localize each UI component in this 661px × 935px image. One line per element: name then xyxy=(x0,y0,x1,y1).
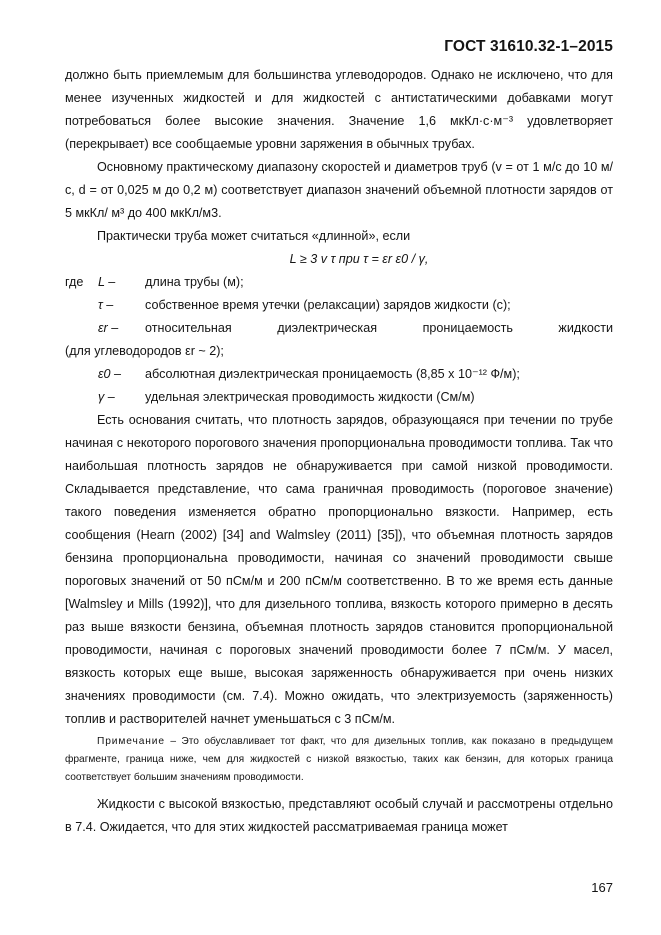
definition-term: εr – xyxy=(98,321,119,335)
paragraph-2: Основному практическому диапазону скоростей и диаметров труб (v = от 1 м/с до 10 м/с, d = от 0,025 м до 0,2 м) соответствует диапазон значений объемной плотности зарядов от 5 мкКл/ м³ до 400 мкКл/м3. xyxy=(65,160,613,220)
definition-term: τ – xyxy=(98,298,114,312)
definition-term: γ – xyxy=(98,390,115,404)
paragraph-1: должно быть приемлемым для большинства углеводородов. Однако не исключено, что для менее изученных жидкостей и для жидкостей с антистатическими добавками могут потребоваться более высокие значения. Значение 1,6 мкКл·с·м⁻³ удовлетворяет (перекрывает) все сообщаемые уровни заряжения в обычных трубах. xyxy=(65,68,613,151)
definition-term: L – xyxy=(98,275,116,289)
definition-item xyxy=(65,294,613,317)
formula xyxy=(65,248,613,271)
formula-text: L ≥ 3 v τ при τ = εr ε0 / γ, xyxy=(289,252,429,266)
note-label: Примечание xyxy=(97,736,165,747)
paragraph-4: Есть основания считать, что плотность зарядов, образующаяся при течении по трубе начиная с некоторого порогового значения пропорциональна проводимости топлива. Так что наибольшая плотность зарядов не обнаруживается при самой низкой проводимости. Складывается представление, что сама граничная проводимость (пороговое значение) такого поведения изменяется обратно пропорционально вязкости. Например, есть сообщения (Hearn (2002) [34] and Walmsley (2011) [35]), что объемная плотность зарядов бензина пропорциональна проводимости, начиная со значений проводимости свыше пороговых значений от 50 пСм/м и 200 пСм/м соответственно. В то же время есть данные [Walmsley и Mills (1992)], что для дизельного топлива, вязкость которого примерно в десять раз выше вязкости бензина, объемная плотность зарядов становится пропорциональной проводимости, начиная с пороговых значений проводимости более 7 пСм/м. У масел, вязкость которых еще выше, высокая заряженность обнаруживается при очень низких значениях проводимости (см. 7.4). Можно ожидать, что электризуемость (заряженность) топлив и растворителей начнет уменьшаться с 3 пСм/м. xyxy=(65,413,613,726)
definition-text: относительная диэлектрическая проницаемость жидкости xyxy=(145,321,613,335)
document-id-header: ГОСТ 31610.32-1–2015 xyxy=(444,38,613,55)
paragraph-3: Практически труба может считаться «длинной», если xyxy=(97,229,411,243)
page-number: 167 xyxy=(591,880,613,895)
definition-continuation: (для углеводородов εr ~ 2); xyxy=(65,344,224,358)
definition-text: удельная электрическая проводимость жидкости (См/м) xyxy=(145,390,475,404)
definition-item xyxy=(65,271,613,294)
definition-text: собственное время утечки (релаксации) зарядов жидкости (с); xyxy=(145,298,511,312)
definition-item xyxy=(65,317,613,340)
definition-term: ε0 – xyxy=(98,367,122,381)
definition-item xyxy=(65,386,613,409)
note-text: – Это обуславливает тот факт, что для дизельных топлив, как показано в предыдущем фрагменте, граница ниже, чем для жидкостей с низкой вязкостью, таких как бензин, для которых граница соответствует большим значениям проводимости. xyxy=(65,736,613,783)
page-body xyxy=(65,64,613,839)
note xyxy=(65,733,613,787)
paragraph-5: Жидкости с высокой вязкостью, представляют особый случай и рассмотрены отдельно в 7.4. Ожидается, что для этих жидкостей рассматриваемая граница может xyxy=(65,797,613,834)
definition-text: длина трубы (м); xyxy=(145,275,244,289)
definition-prefix: где xyxy=(65,275,84,289)
definition-item xyxy=(65,363,613,386)
definition-text: абсолютная диэлектрическая проницаемость (8,85 х 10⁻¹² Ф/м); xyxy=(145,367,520,381)
definition-list xyxy=(65,271,613,409)
